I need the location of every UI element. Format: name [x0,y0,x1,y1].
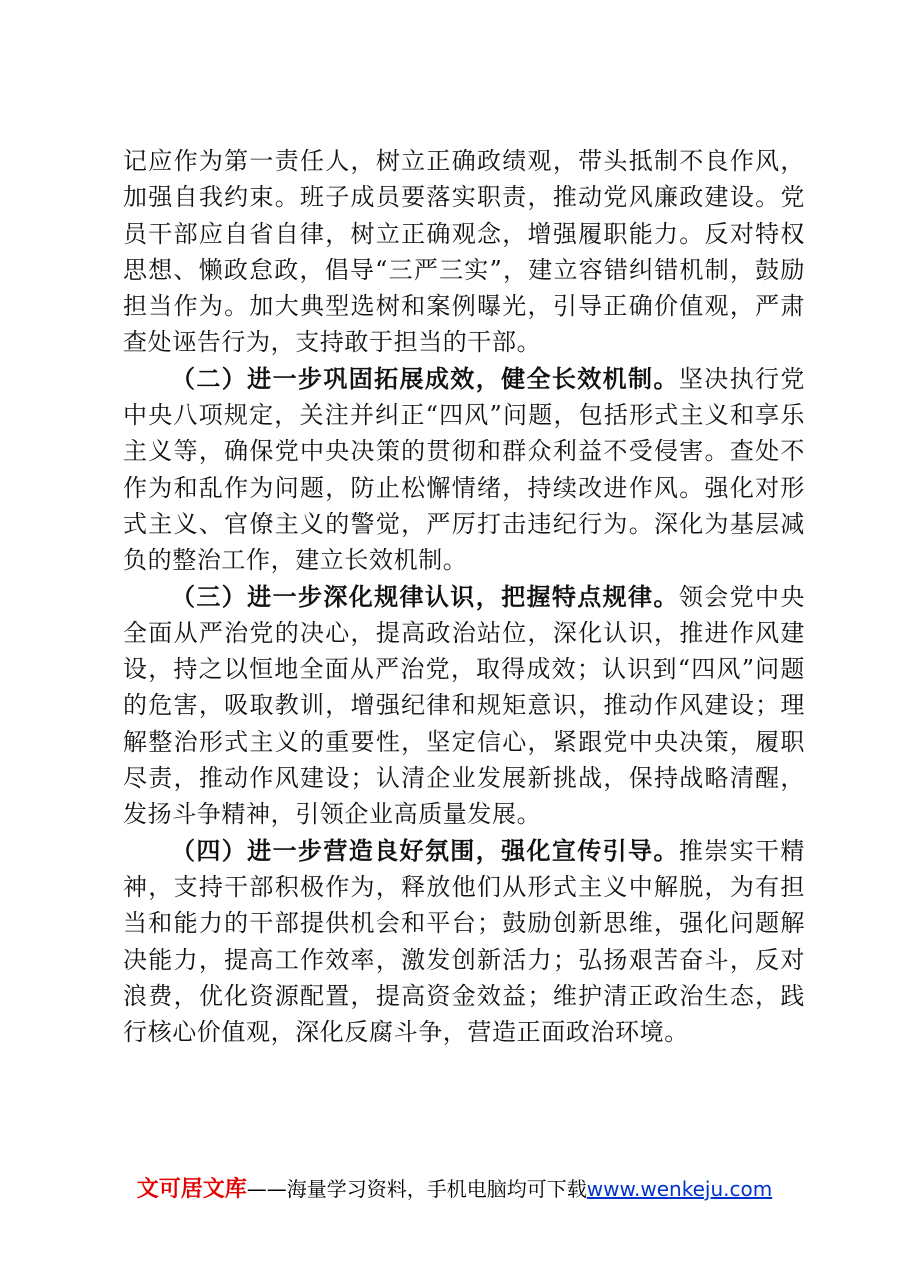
footer-banner [0,1176,909,1203]
paragraph-section-4 [123,833,805,1051]
section-heading: （三）进一步深化规律认识，把握特点规律。 [171,581,679,611]
paragraph-body: 记应作为第一责任人，树立正确政绩观，带头抵制不良作风，加强自我约束。班子成员要落实职责，推动党风廉政建设。党员干部应自省自律，树立正确观念，增强履职能力。反对特权思想、懒政怠政，倡导“三严三实”，建立容错纠错机制，鼓励担当作为。加大典型选树和案例曝光，引导正确价值观，严肃查处诬告行为，支持敢于担当的干部。 [123,147,805,357]
paragraph-section-3 [123,579,805,833]
footer-brand: 文可居文库 [136,1177,247,1202]
paragraph-body: 领会党中央全面从严治党的决心，提高政治站位，深化认识，推进作风建设，持之以恒地全面从严治党，取得成效；认识到“四风”问题的危害，吸取教训，增强纪律和规矩意识，推动作风建设；理解整治形式主义的重要性，坚定信心，紧跟党中央决策，履职尽责，推动作风建设；认清企业发展新挑战，保持战略清醒，发扬斗争精神，引领企业高质量发展。 [123,582,806,829]
section-heading: （四）进一步营造良好氛围，强化宣传引导。 [171,835,679,865]
paragraph-section-2 [123,361,805,579]
paragraph-body: 推崇实干精神，支持干部积极作为，释放他们从形式主义中解脱，为有担当和能力的干部提供机会和平台；鼓励创新思维，强化问题解决能力，提高工作效率，激发创新活力；弘扬艰苦奋斗，反对浪费，优化资源配置，提高资金效益；维护清正政治生态，践行核心价值观，深化反腐斗争，营造正面政治环境。 [123,836,806,1047]
paragraph-body: 坚决执行党中央八项规定，关注并纠正“四风”问题，包括形式主义和享乐主义等，确保党中央决策的贯彻和群众利益不受侵害。查处不作为和乱作为问题，防止松懈情绪，持续改进作风。强化对形式主义、官僚主义的警觉，严厉打击违纪行为。深化为基层减负的整治工作，建立长效机制。 [123,364,806,575]
footer-tagline: 海量学习资料，手机电脑均可下载 [286,1177,587,1201]
footer-url-link[interactable]: www.wenkeju.com [586,1177,773,1201]
document-body [123,143,805,1050]
section-heading: （二）进一步巩固拓展成效，健全长效机制。 [171,363,679,393]
paragraph-continuation [123,143,805,361]
footer-dash: —— [246,1177,287,1201]
